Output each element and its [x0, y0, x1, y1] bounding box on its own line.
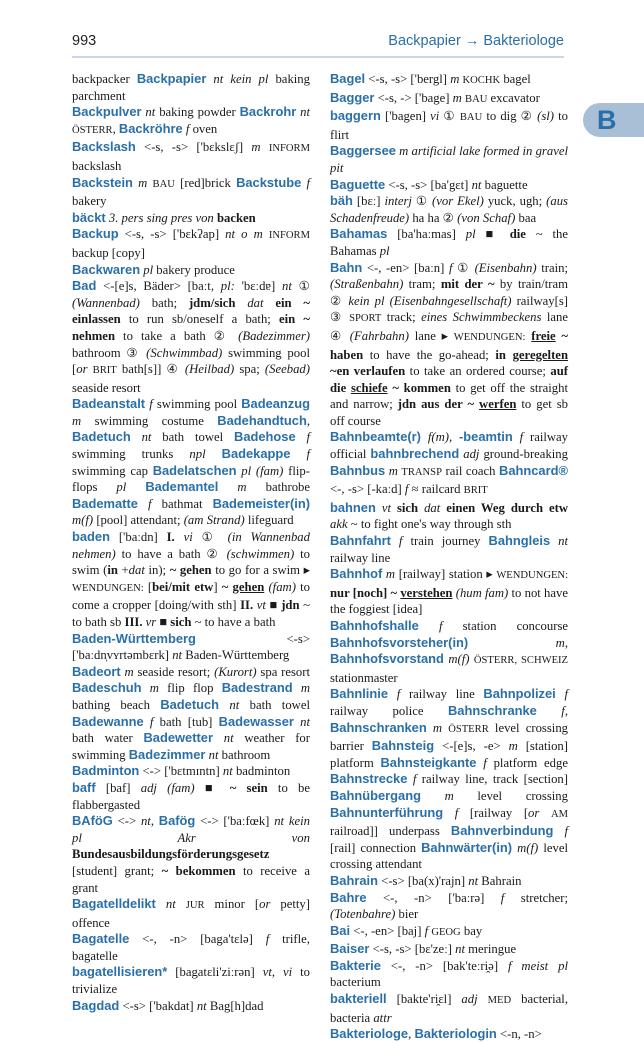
entry-definition: backpacker Backpapier nt kein pl baking parchment	[72, 71, 310, 103]
dictionary-entry	[72, 931, 310, 964]
entry-headword: bakteriell	[330, 991, 387, 1007]
entry-headword: Bagger	[330, 89, 375, 105]
dictionary-entry	[72, 226, 310, 261]
entry-definition: <-, -n> [baga'tɛlə] f trifle, bagatelle	[72, 932, 310, 963]
entry-definition: <-> ['bɛtmɪntn] nt badminton	[139, 764, 291, 779]
entry-definition: <-s, -s> [bɛ'zeː] nt meringue	[369, 942, 517, 957]
dictionary-entry	[72, 529, 310, 631]
dictionary-entry	[72, 396, 310, 529]
dictionary-entry	[330, 923, 568, 942]
entry-definition: m [railway] station ▸ WENDUNGEN: nur [noch] ~ verstehen (hum fam) to not have the foggiest [idea]	[330, 567, 569, 617]
entry-headword: bagatellisieren*	[72, 964, 168, 980]
right-column	[330, 71, 568, 1043]
entry-definition: <-s> ['baːdn̩vʏrtəmbɛrk] nt Baden-Württemberg	[72, 631, 310, 663]
dictionary-entry	[330, 686, 568, 873]
entry-definition: <-> nt, Bafög <-> ['baːfœk] nt kein pl Akr von Bundesausbildungsförderungsgesetz [student] grant; ~ bekommen to receive a grant	[72, 813, 310, 895]
entry-definition: pl bakery produce	[143, 262, 235, 277]
dictionary-entry	[72, 278, 310, 396]
dictionary-entry	[330, 941, 568, 958]
entry-definition: f train journey Bahngleis nt railway line	[330, 533, 569, 565]
entry-definition: [bɛː] interj ① (vor Ekel) yuck, ugh; (aus Schadenfreude) ha ha ② (von Schaf) baa	[330, 194, 568, 225]
entry-headword: Baguette	[330, 176, 386, 192]
entry-headword: Badeort	[72, 663, 121, 679]
entry-definition: <-s> ['bakdat] nt Bag[h]dad	[119, 998, 264, 1013]
entry-headword: Backup	[72, 226, 119, 242]
dictionary-entry	[72, 813, 310, 896]
left-column	[72, 71, 310, 1014]
entry-headword: Bahrain	[330, 872, 378, 888]
entry-headword: Bad	[72, 278, 97, 294]
entry-headword: Backstein	[72, 174, 133, 190]
entry-definition: m BAU [red]brick Backstube f bakery	[72, 174, 311, 209]
dictionary-entry	[72, 664, 310, 764]
entry-definition: m seaside resort; (Kurort) spa resort Badeschuh m flip flop Badestrand m bathing beach Badetuch nt bath towel Badewanne f bath [tub] Badewasser nt bath water Badewetter nt weather for swimming Badezimmer nt bathroom	[72, 664, 311, 762]
entry-definition: [bakte'ri̯ɛl] adj MED bacterial, bacteria attr	[330, 992, 568, 1025]
dictionary-entry	[72, 139, 310, 174]
entry-headword: Badminton	[72, 763, 140, 779]
entry-definition: <-s, -s> [ba'gɛt] nt baguette	[385, 177, 528, 192]
dictionary-entry	[330, 873, 568, 890]
entry-definition: <-[e]s, Bäder> [baːt, pl: 'bɛːdɐ] nt ① (Wannenbad) bath; jdm/sich dat ein ~ einlassen to run sb/oneself a bath; ein ~ nehmen to take a bath ② (Badezimmer) bathroom ③ (Schwimmbad) swimming pool [or BRIT bath[s]] ④ (Heilbad) spa; (Seebad) seaside resort	[72, 279, 311, 395]
entry-headword: Bakterie	[330, 957, 381, 973]
dictionary-entry	[72, 763, 310, 780]
dictionary-entry	[330, 71, 568, 90]
entry-definition: <-, -n> ['baːrə] f stretcher; (Totenbahre) bier	[330, 890, 568, 922]
entry-headword: baggern	[330, 108, 381, 124]
dictionary-entry	[330, 890, 568, 923]
entry-headword: Backslash	[72, 139, 136, 155]
entry-headword: Bagatelldelikt	[72, 896, 156, 912]
entry-definition: nt JUR minor [or petty] offence	[72, 897, 310, 930]
dictionary-entry	[72, 998, 310, 1015]
dictionary-entry	[330, 143, 568, 176]
entry-definition: nt baking powder Backrohr nt ÖSTERR, Backröhre f oven	[72, 104, 310, 136]
entry-headword: Bahnlinie	[330, 686, 389, 702]
entry-definition: 3. pers sing pres von backen	[108, 210, 256, 225]
dictionary-entry	[330, 618, 568, 686]
header-rule	[72, 56, 564, 58]
dictionary-entry	[330, 90, 568, 109]
entry-definition: <-s, -> ['bage] m BAU excavator	[374, 90, 540, 105]
entry-headword: Bahnhof	[330, 566, 383, 582]
dictionary-entry	[330, 958, 568, 991]
dictionary-entry	[330, 108, 568, 143]
entry-headword: Bahnbeamte(r)	[330, 429, 421, 445]
entry-definition: f(m), -beamtin f railway official bahnbrechend adj ground-breaking Bahnbus m TRANSP rail coach Bahncard® <-, -s> [-kaːd] f ≈ railcard BRIT	[330, 429, 569, 497]
dictionary-entry	[330, 177, 568, 194]
entry-definition: <-s> [ba(x)'rajn] nt Bahrain	[378, 873, 522, 888]
entry-definition: [baf] adj (fam) ■ ~ sein to be flabbergasted	[72, 780, 310, 812]
dictionary-entry	[330, 1026, 568, 1043]
entry-definition: , Bakteriologin <-n, -n>	[408, 1026, 542, 1042]
dictionary-entry	[72, 262, 310, 279]
entry-headword: bäckt	[72, 209, 106, 225]
entry-headword: baff	[72, 779, 96, 795]
entry-definition: <-s, -s> ['bɛkslɛʃ] m INFORM backslash	[72, 140, 310, 173]
entry-headword: Backpulver	[72, 104, 142, 120]
entry-definition: ['bagen] vi ① BAU to dig ② (sl) to flirt	[330, 109, 569, 142]
dictionary-entry	[330, 226, 568, 259]
entry-definition: <-, -en> [baj] f GEOG bay	[350, 923, 483, 938]
entry-definition: <-s, -s> ['bɛkʔap] nt o m INFORM backup [copy]	[72, 227, 311, 260]
dictionary-entry	[72, 964, 310, 997]
entry-definition: <-, -en> [baːn] f ① (Eisenbahn) train; (Straßenbahn) tram; mit der ~ by train/tram ② kein pl (Eisenbahngesellschaft) railway[s] ③ SPORT track; eines Schwimmbeckens lane ④ (Fahrbahn) lane ▸ WENDUNGEN: freie ~ haben to have the go-ahead; in geregelten ~en verlaufen to take an ordered course; auf die schiefe ~ kommen to get off the straight and narrow; jdn aus der ~ werfen to get sb off course	[330, 260, 569, 428]
dictionary-entry	[330, 533, 568, 566]
entry-definition: vt sich dat einen Weg durch etw akk ~ to fight one's way through sth	[330, 500, 569, 532]
entry-definition: [bagatɛli'ziːrən] vt, vi to trivialize	[72, 965, 310, 997]
entry-headword: Badeanstalt	[72, 396, 146, 412]
entry-headword: Bakteriologe	[330, 1026, 409, 1042]
entry-headword: Bahn	[330, 259, 363, 275]
entry-headword: Bahnhofshalle	[330, 618, 419, 633]
dictionary-entry	[330, 991, 568, 1026]
entry-headword: bahnen	[330, 499, 376, 515]
running-head: Backpapier → Bakteriologe	[388, 33, 564, 49]
entry-definition: f swimming pool Badeanzug m swimming costume Badehandtuch, Badetuch nt bath towel Badehose f swimming trunks npl Badekappe f swimming cap Badelatschen pl (fam) flip-flops pl Bademantel m bathrobe Badematte f bathmat Bademeister(in) m(f) [pool] attendant; (am Strand) lifeguard	[72, 396, 311, 528]
entry-headword: Baiser	[330, 941, 370, 957]
entry-headword: Baden-Württemberg	[72, 630, 196, 646]
entry-headword: Backwaren	[72, 261, 141, 277]
dictionary-entry	[330, 429, 568, 499]
entry-definition: f station concourse Bahnhofsvorsteher(in) m, Bahnhofsvorstand m(f) ÖSTERR, SCHWEIZ stationmaster	[330, 619, 569, 685]
entry-headword: Bahamas	[330, 226, 388, 242]
dictionary-entry	[72, 71, 310, 104]
entry-headword: BAföG	[72, 813, 113, 829]
entry-definition: [ba'haːmas] pl ■ die ~ the Bahamas pl	[330, 227, 568, 258]
dictionary-entry	[72, 896, 310, 931]
entry-definition: f railway line Bahnpolizei f railway police Bahnschranke f, Bahnschranken m ÖSTERR level crossing barrier Bahnsteig <-[e]s, -e> m [station] platform Bahnsteigkante f platform edge Bahnstrecke f railway line, track [section] Bahnübergang m level crossing Bahnunterführung f [railway [or AM railroad]] underpass Bahnverbindung f [rail] connection Bahnwärter(in) m(f) level crossing attendant	[330, 686, 569, 872]
entry-definition: <-s, -s> ['bergl] m KOCHK bagel	[365, 72, 531, 86]
entry-headword: Bagdad	[72, 997, 120, 1013]
entry-definition: ['baːdn] I. vi ① (in Wannenbad nehmen) to have a bath ② (schwimmen) to swim (in +dat in); ~ gehen to go for a swim ▸ WENDUNGEN: [bei/mit etw] ~ gehen (fam) to come a cropper [doing/with sth] II. vt ■ jdn ~ to bath sb III. vr ■ sich ~ to have a bath	[72, 530, 311, 629]
dictionary-entry	[330, 500, 568, 533]
dictionary-entry	[330, 193, 568, 226]
entry-definition: m artificial lake formed in gravel pit	[330, 144, 569, 175]
entry-headword: Bai	[330, 922, 351, 938]
dictionary-entry	[72, 175, 310, 210]
entry-headword: Bahre	[330, 889, 367, 905]
dictionary-entry	[72, 210, 310, 227]
entry-headword: bäh	[330, 193, 353, 209]
entry-definition: <-, -n> [bak'teːri̯ə] f meist pl bacterium	[330, 958, 568, 990]
entry-headword: Baggersee	[330, 143, 396, 159]
entry-headword: Bagatelle	[72, 931, 130, 947]
dictionary-entry	[72, 780, 310, 813]
dictionary-entry	[330, 566, 568, 618]
thumb-index-letter: B	[597, 105, 617, 135]
dictionary-entry	[72, 631, 310, 664]
entry-headword: Bahnfahrt	[330, 533, 391, 549]
dictionary-entry	[72, 104, 310, 139]
entry-headword: Bagel	[330, 71, 366, 86]
page-number: 993	[72, 33, 97, 49]
entry-headword: baden	[72, 529, 110, 545]
dictionary-entry	[330, 260, 568, 430]
